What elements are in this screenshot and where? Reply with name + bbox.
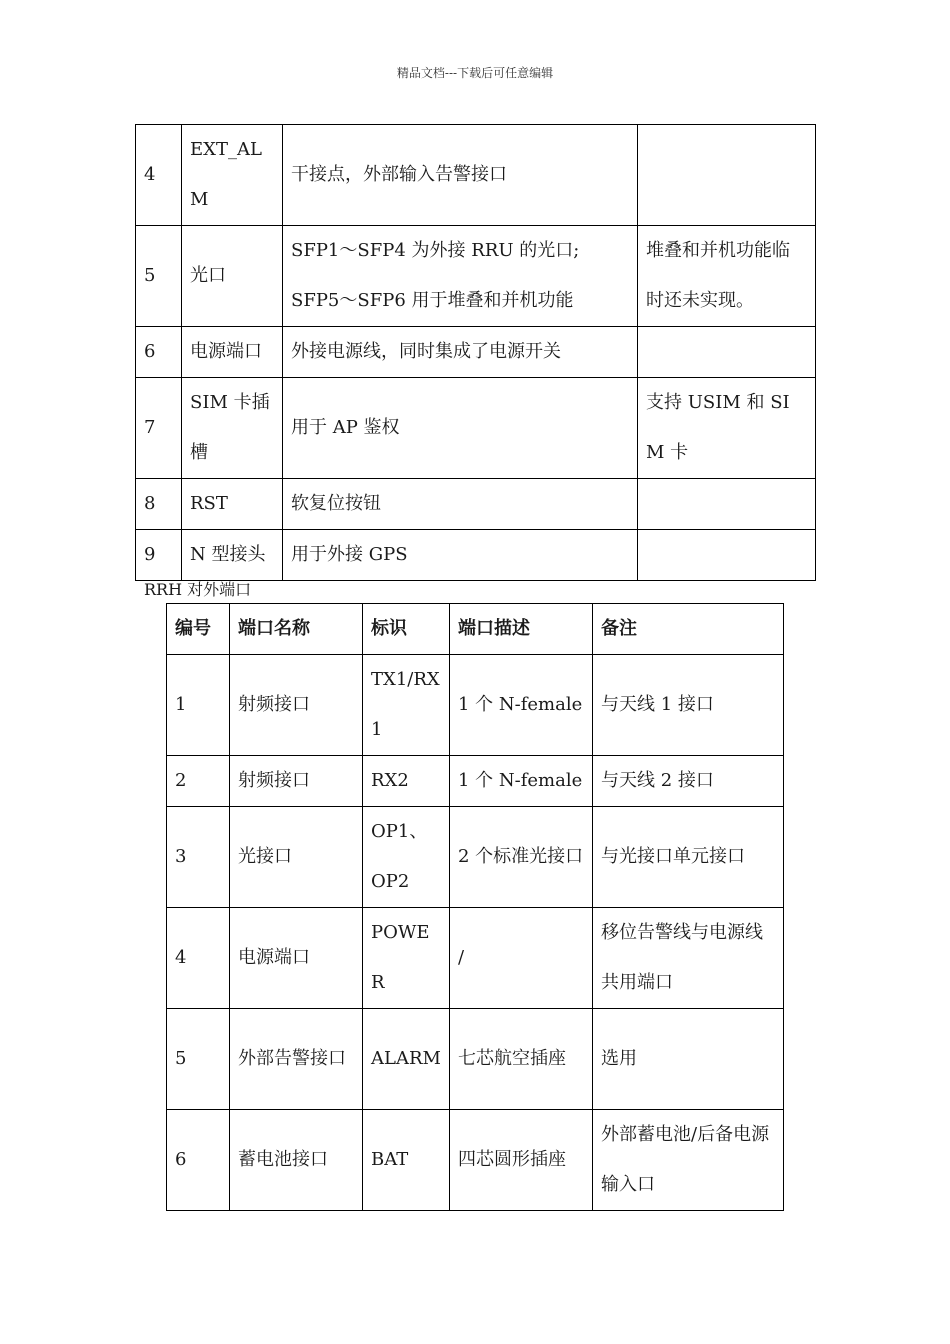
cell-desc: 用于 AP 鉴权 bbox=[283, 378, 638, 479]
cell-note: 外部蓄电池/后备电源输入口 bbox=[593, 1110, 784, 1211]
cell-note: 支持 USIM 和 SIM 卡 bbox=[638, 378, 816, 479]
cell-desc: 四芯圆形插座 bbox=[450, 1110, 593, 1211]
cell-note: 堆叠和并机功能临时还未实现。 bbox=[638, 226, 816, 327]
cell-desc: 外接电源线，同时集成了电源开关 bbox=[283, 327, 638, 378]
cell-index: 9 bbox=[136, 530, 182, 581]
cell-port-name: 外部告警接口 bbox=[230, 1009, 363, 1110]
table-row bbox=[167, 756, 784, 807]
table-row bbox=[167, 807, 784, 908]
cell-desc: 1 个 N-female bbox=[450, 655, 593, 756]
interface-table-continued bbox=[135, 124, 816, 581]
cell-port-name: 光接口 bbox=[230, 807, 363, 908]
cell-label: ALARM bbox=[363, 1009, 450, 1110]
table-row bbox=[167, 1009, 784, 1110]
table-caption: RRH 对外端口 bbox=[144, 580, 252, 599]
cell-note: 与光接口单元接口 bbox=[593, 807, 784, 908]
cell-note bbox=[638, 479, 816, 530]
cell-index: 4 bbox=[136, 125, 182, 226]
header-label: 标识 bbox=[363, 604, 450, 655]
cell-port: 电源端口 bbox=[182, 327, 283, 378]
table-row bbox=[136, 479, 816, 530]
cell-desc: 软复位按钮 bbox=[283, 479, 638, 530]
cell-note: 与天线 2 接口 bbox=[593, 756, 784, 807]
cell-desc: 用于外接 GPS bbox=[283, 530, 638, 581]
cell-port: N 型接头 bbox=[182, 530, 283, 581]
table-row bbox=[167, 1110, 784, 1211]
cell-index: 5 bbox=[167, 1009, 230, 1110]
cell-desc: / bbox=[450, 908, 593, 1009]
cell-desc: 1 个 N-female bbox=[450, 756, 593, 807]
cell-note bbox=[638, 125, 816, 226]
cell-note: 与天线 1 接口 bbox=[593, 655, 784, 756]
cell-desc: 七芯航空插座 bbox=[450, 1009, 593, 1110]
cell-index: 1 bbox=[167, 655, 230, 756]
cell-index: 4 bbox=[167, 908, 230, 1009]
table-row bbox=[167, 655, 784, 756]
table-row bbox=[136, 125, 816, 226]
cell-index: 6 bbox=[136, 327, 182, 378]
cell-index: 3 bbox=[167, 807, 230, 908]
cell-desc: 干接点，外部输入告警接口 bbox=[283, 125, 638, 226]
cell-port-name: 蓄电池接口 bbox=[230, 1110, 363, 1211]
cell-port: 光口 bbox=[182, 226, 283, 327]
cell-port: EXT_ALM bbox=[182, 125, 283, 226]
table-row bbox=[136, 226, 816, 327]
table-row bbox=[136, 378, 816, 479]
cell-desc: SFP1～SFP4 为外接 RRU 的光口; SFP5～SFP6 用于堆叠和并机功能 bbox=[283, 226, 638, 327]
cell-port-name: 射频接口 bbox=[230, 655, 363, 756]
table-row bbox=[136, 327, 816, 378]
cell-port-name: 电源端口 bbox=[230, 908, 363, 1009]
table-row bbox=[136, 530, 816, 581]
header-port-name: 端口名称 bbox=[230, 604, 363, 655]
cell-port-name: 射频接口 bbox=[230, 756, 363, 807]
cell-label: BAT bbox=[363, 1110, 450, 1211]
cell-note: 选用 bbox=[593, 1009, 784, 1110]
cell-label: TX1/RX1 bbox=[363, 655, 450, 756]
cell-note bbox=[638, 530, 816, 581]
cell-label: OP1、OP2 bbox=[363, 807, 450, 908]
cell-desc: 2 个标准光接口 bbox=[450, 807, 593, 908]
cell-port: RST bbox=[182, 479, 283, 530]
header-note: 备注 bbox=[593, 604, 784, 655]
table-header-row bbox=[167, 604, 784, 655]
cell-label: POWER bbox=[363, 908, 450, 1009]
cell-index: 8 bbox=[136, 479, 182, 530]
table-row bbox=[167, 908, 784, 1009]
cell-note: 移位告警线与电源线共用端口 bbox=[593, 908, 784, 1009]
rrh-port-table bbox=[166, 603, 784, 1211]
cell-label: RX2 bbox=[363, 756, 450, 807]
cell-index: 7 bbox=[136, 378, 182, 479]
header-desc: 端口描述 bbox=[450, 604, 593, 655]
header-index: 编号 bbox=[167, 604, 230, 655]
page-header: 精品文档---下载后可任意编辑 bbox=[396, 66, 554, 80]
cell-index: 2 bbox=[167, 756, 230, 807]
cell-note bbox=[638, 327, 816, 378]
cell-index: 6 bbox=[167, 1110, 230, 1211]
cell-index: 5 bbox=[136, 226, 182, 327]
cell-port: SIM 卡插槽 bbox=[182, 378, 283, 479]
